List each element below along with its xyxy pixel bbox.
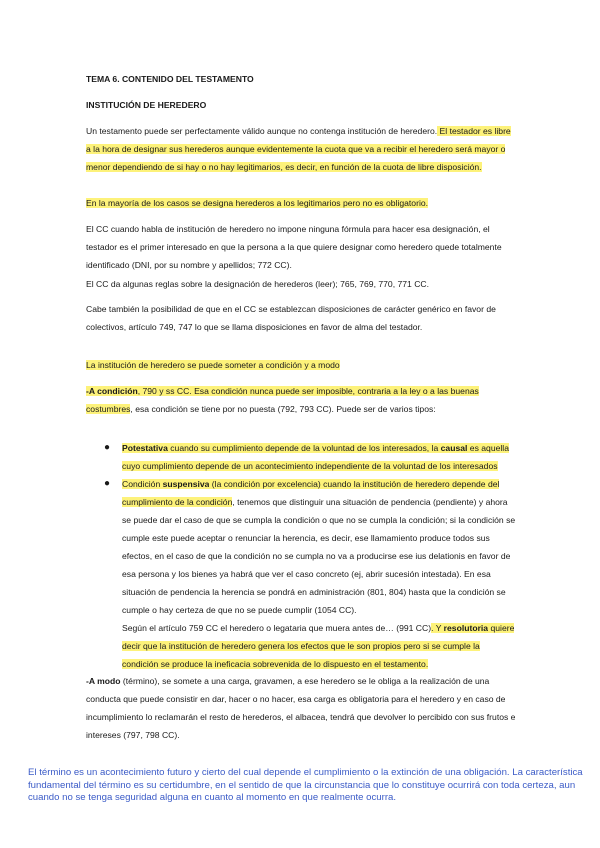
condicion-highlight: , 790 y ss CC. Esa condición nunca puede ser imposible, contraria a la ley o a las buenas costumbres [86,386,479,414]
paragraph-formula [86,220,516,274]
paragraph-condicion-modo [86,356,516,374]
potestativa-label: Potestativa [122,443,168,453]
suspensiva-label: suspensiva [162,479,210,489]
condicion-rest: , esa condición se tiene por no puesta (792, 793 CC). Puede ser de varios tipos: [130,404,436,414]
paragraph-reglas [86,275,516,293]
section-heading: INSTITUCIÓN DE HEREDERO [86,100,207,110]
intro-highlight: El testador es libre a la hora de designar sus herederos aunque evidentemente la cuota que va a recibir el heredero será mayor o menor dependiendo de si hay o no hay legitimarios, es decir, en función de la cuota de libre disposición. [86,126,511,172]
modo-text: (término), se somete a una carga, gravamen, a ese heredero se le obliga a la realización de una conducta que puede consistir en dar, hacer o no hacer, esa carga es obligatoria para el heredero y en caso de incumplimiento lo reclamarán el resto de herederos, el albacea, tendrá que devolver lo percibido con sus frutos e intereses (797, 798 CC). [86,676,516,740]
paragraph-intro [86,122,516,176]
intro-text: Un testamento puede ser perfectamente válido aunque no contenga institución de heredero. [86,126,438,136]
page-title: TEMA 6. CONTENIDO DEL TESTAMENTO [86,74,254,84]
legitimarios-highlight: En la mayoría de los casos se designa herederos a los legitimarios pero no es obligatorio. [86,198,429,208]
reglas-text: El CC da algunas reglas sobre la designación de herederos (leer); 765, 769, 770, 771 CC. [86,279,430,289]
paragraph-condicion [86,382,516,418]
resolutoria-label: resolutoria [443,623,489,633]
colectivos-text: Cabe también la posibilidad de que en el CC se establezcan disposiciones de carácter genérico en favor de colectivos, artículo 749, 747 lo que se llama disposiciones en favor de alma del testador. [86,304,496,332]
modo-label: -A modo [86,676,121,686]
suspensiva-highlight: (la condición por excelencia) cuando la institución de heredero depende del cumplimiento de la condición [122,479,500,507]
bullet-icon: ● [104,442,111,453]
suspensiva-text: , tenemos que distinguir una situación de pendencia (pendiente) y ahora se puede dar el caso de que se cumpla la condición o que no se cumpla la condición; si la condición se cumple este puede aceptar o renunciar la herencia, es decir, ese llamamiento produce todos sus efectos, en el caso de que la condición no se cumpla no va a producirse ese ius delationis en favor de esa persona y los bienes ya habrá que ver el caso concreto (ej, abrir sucesión intestada). En esa situación de pendencia la herencia se pondrá en administración (801, 804) hasta que la condición se cumple o hay certeza de que no se puede cumplir (1054 CC). [122,497,516,615]
condicion-modo-highlight: La institución de heredero se puede someter a condición y a modo [86,360,340,370]
condition-types-list [104,439,516,673]
condicion-label: -A condición [86,386,138,396]
articulo-759-text: Según el artículo 759 CC el heredero o legataria que muera antes de… (991 CC) [122,623,432,633]
bullet-icon: ● [104,478,111,489]
termino-note: El término es un acontecimiento futuro y cierto del cual depende el cumplimiento o la extinción de una obligación. La característica fundamental del término es su certidumbre, en el sentido de que la circunstancia que lo constituye ocurrirá con toda certeza, aun cuando no se tenga seguridad alguna en cuanto al momento en que realmente ocurra. [28,767,583,803]
potestativa-text: cuando su cumplimiento depende de la voluntad de los interesados, la [167,443,441,453]
list-item-potestativa [104,439,516,475]
suspensiva-prefix: Condición [122,479,163,489]
causal-text: es aquella cuyo cumplimiento depende de un acontecimiento independiente de la voluntad de los interesados [122,443,509,471]
paragraph-modo [86,672,516,744]
resolutoria-highlight: quiere decir que la institución de heredero genera los efectos que le son propios pero si se cumple la condición se produce la ineficacia sobrevenida de lo dispuesto en el testamento. [122,623,515,669]
formula-text: El CC cuando habla de institución de heredero no impone ninguna fórmula para hacer esa designación, el testador es el primer interesado en que la persona a la que quiere designar como heredero quede totalmente identificado (DNI, por su nombre y apellidos; 772 CC). [86,224,502,270]
resolutoria-prefix: . Y [431,623,444,633]
paragraph-colectivos [86,300,516,336]
causal-label: causal [440,443,468,453]
paragraph-legitimarios [86,194,516,212]
list-item-suspensiva [104,475,516,673]
